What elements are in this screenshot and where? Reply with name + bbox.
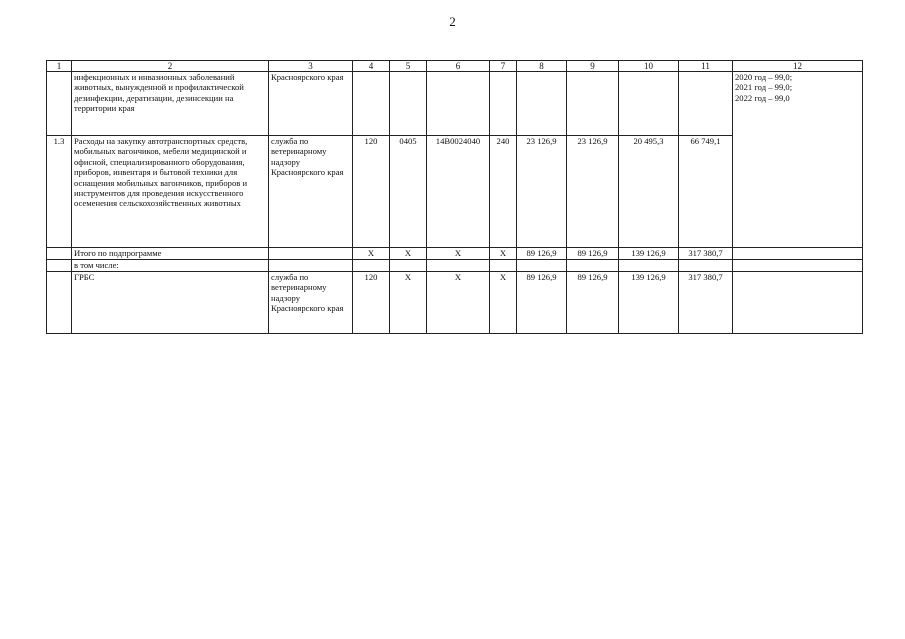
header-cell: 10 bbox=[619, 61, 679, 72]
row-cell-5: 0405 bbox=[390, 136, 427, 248]
row-number-cell: 1.3 bbox=[47, 136, 72, 248]
row-cell-4 bbox=[353, 260, 390, 272]
header-cell: 3 bbox=[269, 61, 353, 72]
header-cell: 9 bbox=[567, 61, 619, 72]
row-grbs-cell: Красноярского края bbox=[269, 72, 353, 136]
row-cell-4: 120 bbox=[353, 272, 390, 334]
row-cell-10 bbox=[619, 260, 679, 272]
table-row bbox=[47, 272, 863, 334]
row-cell-9 bbox=[567, 72, 619, 136]
row-cell-5: Х bbox=[390, 272, 427, 334]
row-cell-5 bbox=[390, 260, 427, 272]
row-cell-4: 120 bbox=[353, 136, 390, 248]
row-cell-5 bbox=[390, 72, 427, 136]
header-cell: 11 bbox=[679, 61, 733, 72]
header-cell: 4 bbox=[353, 61, 390, 72]
row-cell-7: Х bbox=[490, 248, 517, 260]
header-cell: 12 bbox=[733, 61, 863, 72]
table-row bbox=[47, 260, 863, 272]
row-number-cell bbox=[47, 248, 72, 260]
row-cell-9: 23 126,9 bbox=[567, 136, 619, 248]
header-cell: 2 bbox=[72, 61, 269, 72]
table-header-row bbox=[47, 61, 863, 72]
row-number-cell bbox=[47, 272, 72, 334]
result-line: 2020 год – 99,0; bbox=[735, 72, 793, 82]
row-grbs-cell: служба по ветеринарному надзору Красноярского края bbox=[269, 272, 353, 334]
header-cell: 5 bbox=[390, 61, 427, 72]
row-cell-8: 89 126,9 bbox=[517, 248, 567, 260]
row-cell-7: Х bbox=[490, 272, 517, 334]
row-cell-8 bbox=[517, 72, 567, 136]
table-row bbox=[47, 72, 863, 136]
row-cell-11 bbox=[679, 260, 733, 272]
row-cell-11: 66 749,1 bbox=[679, 136, 733, 248]
row-cell-10: 139 126,9 bbox=[619, 248, 679, 260]
row-cell-11: 317 380,7 bbox=[679, 248, 733, 260]
row-name-cell: Итого по подпрограмме bbox=[72, 248, 269, 260]
row-cell-7: 240 bbox=[490, 136, 517, 248]
table-row bbox=[47, 248, 863, 260]
row-cell-10 bbox=[619, 72, 679, 136]
row-cell-6 bbox=[427, 260, 490, 272]
row-cell-12 bbox=[733, 72, 863, 248]
row-cell-7 bbox=[490, 72, 517, 136]
row-name-cell: Расходы на закупку автотранспортных средств, мобильных вагончиков, мебели медицинской и офисной, специализированного оборудования, приборов, инвентаря и бытовой техники для оснащения мобильных вагончиков, приборов и инструментов для проведения искусственного осеменения сельскохозяйственных животных bbox=[72, 136, 269, 248]
result-line: 2022 год – 99,0 bbox=[735, 92, 790, 103]
row-grbs-cell bbox=[269, 260, 353, 272]
row-cell-9: 89 126,9 bbox=[567, 272, 619, 334]
row-cell-10: 20 495,3 bbox=[619, 136, 679, 248]
row-cell-5: Х bbox=[390, 248, 427, 260]
row-cell-10: 139 126,9 bbox=[619, 272, 679, 334]
row-cell-9 bbox=[567, 260, 619, 272]
row-cell-7 bbox=[490, 260, 517, 272]
row-name-cell: в том числе: bbox=[72, 260, 269, 272]
row-cell-11: 317 380,7 bbox=[679, 272, 733, 334]
page-number: 2 bbox=[449, 14, 456, 29]
budget-table bbox=[46, 60, 863, 334]
row-name-cell: ГРБС bbox=[72, 272, 269, 334]
row-number-cell bbox=[47, 72, 72, 136]
row-cell-6 bbox=[427, 72, 490, 136]
row-cell-4: Х bbox=[353, 248, 390, 260]
row-cell-12 bbox=[733, 248, 863, 260]
row-number-cell bbox=[47, 260, 72, 272]
result-line: 2021 год – 99,0; bbox=[735, 82, 793, 93]
row-cell-8: 23 126,9 bbox=[517, 136, 567, 248]
row-cell-6: Х bbox=[427, 272, 490, 334]
row-cell-12 bbox=[733, 272, 863, 334]
row-grbs-cell: служба по ветеринарному надзору Красноярского края bbox=[269, 136, 353, 248]
header-cell: 7 bbox=[490, 61, 517, 72]
header-cell: 1 bbox=[47, 61, 72, 72]
header-cell: 6 bbox=[427, 61, 490, 72]
row-cell-6: 14В0024040 bbox=[427, 136, 490, 248]
header-cell: 8 bbox=[517, 61, 567, 72]
row-cell-12 bbox=[733, 260, 863, 272]
row-cell-8 bbox=[517, 260, 567, 272]
row-cell-11 bbox=[679, 72, 733, 136]
row-cell-6: Х bbox=[427, 248, 490, 260]
row-cell-4 bbox=[353, 72, 390, 136]
row-cell-9: 89 126,9 bbox=[567, 248, 619, 260]
row-name-cell: инфекционных и инвазионных заболеваний животных, вынужденной и профилактической дезинфекции, дератизации, дезинсекции на территории края bbox=[72, 72, 269, 136]
row-cell-8: 89 126,9 bbox=[517, 272, 567, 334]
row-grbs-cell bbox=[269, 248, 353, 260]
